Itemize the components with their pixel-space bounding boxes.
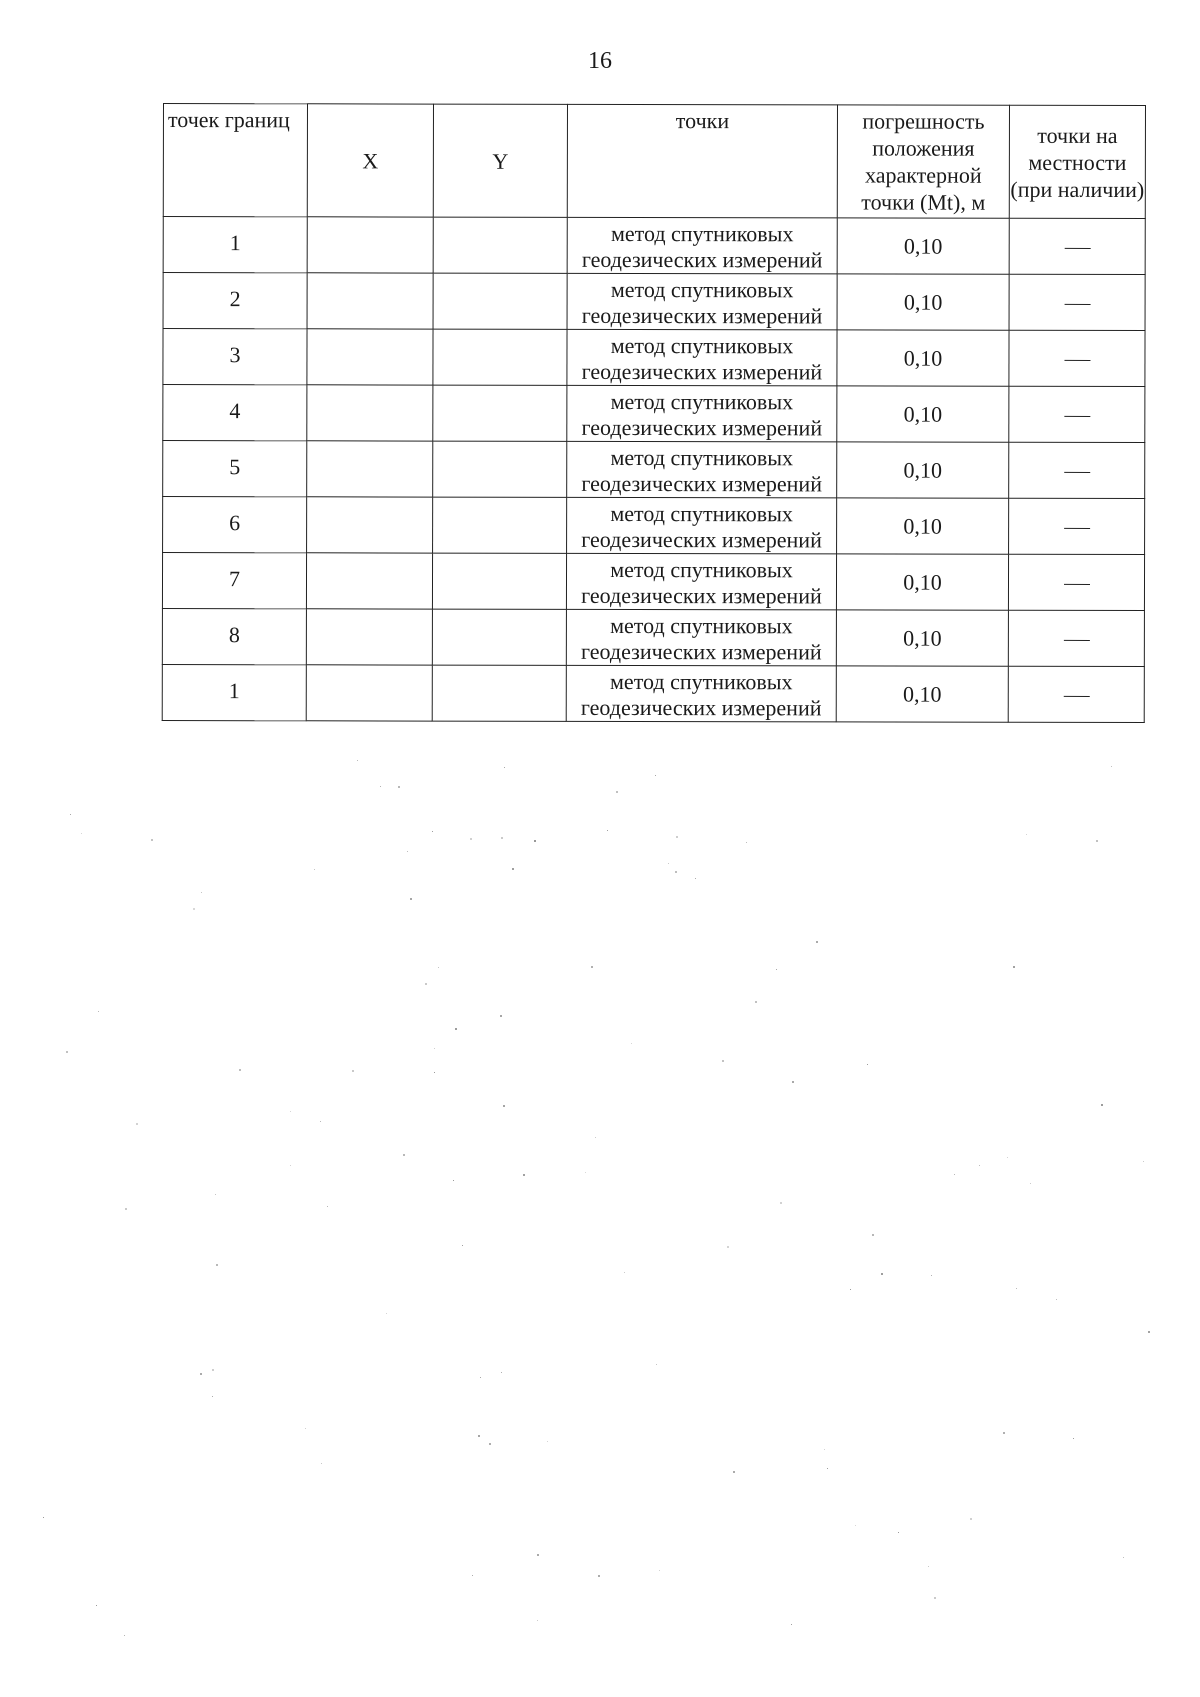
- description-cell: [1008, 554, 1144, 610]
- table-row: [163, 385, 1145, 443]
- scan-speck: [1013, 966, 1015, 968]
- point-number-cell: 3: [163, 329, 307, 385]
- scan-speck: [1016, 1288, 1017, 1289]
- scan-speck: [931, 1275, 932, 1276]
- method-line-2: геодезических измерений: [580, 694, 822, 721]
- error-cell: 0,10: [837, 442, 1009, 498]
- scan-speck: [96, 1605, 97, 1606]
- description-cell: [1008, 610, 1144, 666]
- scan-speck: [979, 1165, 980, 1166]
- scan-speck: [655, 775, 656, 776]
- scan-speck: [780, 1202, 782, 1204]
- method-cell: [566, 609, 836, 666]
- scan-speck: [453, 1180, 454, 1181]
- method-cell: [567, 497, 837, 554]
- scan-speck: [656, 1364, 657, 1365]
- scan-speck: [70, 814, 71, 815]
- method-line-1: метод спутниковых: [610, 388, 794, 415]
- method-line-2: геодезических измерений: [581, 302, 823, 329]
- scan-speck: [398, 786, 400, 788]
- scan-speck: [881, 1273, 883, 1275]
- scan-speck: [478, 1435, 480, 1437]
- scan-speck: [407, 851, 408, 852]
- scan-speck: [850, 1289, 851, 1290]
- method-line-2: геодезических измерений: [581, 582, 822, 609]
- scan-speck: [434, 1048, 435, 1049]
- scan-speck: [1096, 840, 1098, 842]
- header-method: точки: [567, 104, 837, 218]
- page-number: 16: [588, 48, 612, 74]
- scan-speck: [151, 839, 153, 841]
- method-cell: [567, 385, 837, 442]
- error-cell: 0,10: [837, 386, 1009, 442]
- error-cell: 0,10: [836, 554, 1008, 610]
- scan-speck: [239, 1069, 241, 1071]
- scan-speck: [727, 1246, 729, 1248]
- scan-speck: [595, 1137, 596, 1138]
- dash-mark: [1064, 360, 1090, 361]
- scan-speck: [512, 868, 514, 870]
- scan-speck: [1026, 834, 1027, 835]
- scan-speck: [1056, 1299, 1057, 1300]
- scan-speck: [1148, 1331, 1150, 1333]
- scan-speck: [1073, 1438, 1074, 1439]
- scan-speck: [1123, 1557, 1124, 1558]
- scan-speck: [124, 1635, 125, 1636]
- x-cell: [306, 665, 432, 721]
- description-cell: [1009, 498, 1145, 554]
- scan-speck: [434, 1072, 435, 1073]
- scan-speck: [352, 1070, 354, 1072]
- scan-speck: [970, 1518, 972, 1520]
- scan-speck: [675, 871, 677, 873]
- scan-speck: [616, 791, 618, 793]
- scan-speck: [824, 1449, 825, 1450]
- dash-mark: [1064, 528, 1090, 529]
- header-description: точки на местности (при наличии): [1009, 105, 1145, 218]
- scan-speck: [327, 1206, 328, 1207]
- scan-speck: [462, 1245, 463, 1246]
- description-cell: [1009, 218, 1145, 274]
- scan-speck: [1111, 766, 1112, 767]
- point-number-cell: 8: [162, 608, 306, 664]
- scan-speck: [523, 1174, 525, 1176]
- method-line-1: метод спутниковых: [610, 500, 793, 527]
- scan-speck: [357, 760, 358, 761]
- dash-mark: [1063, 640, 1089, 641]
- scan-speck: [305, 1428, 306, 1429]
- scan-speck: [598, 1575, 600, 1577]
- method-cell: [567, 441, 837, 498]
- point-number-cell: 5: [163, 441, 307, 497]
- scan-speck: [898, 1532, 899, 1533]
- table-container: [162, 103, 1146, 723]
- table-row: [163, 497, 1145, 555]
- y-cell: [433, 497, 567, 553]
- scan-speck: [314, 869, 315, 870]
- error-cell: 0,10: [837, 218, 1009, 274]
- point-number-cell: 4: [163, 385, 307, 441]
- scan-speck: [668, 863, 669, 864]
- scan-speck: [534, 840, 536, 842]
- table-row: [163, 329, 1145, 387]
- scan-speck: [321, 1463, 322, 1464]
- header-point-number: точек границ: [163, 104, 307, 217]
- method-cell: [566, 553, 836, 610]
- description-cell: [1009, 274, 1145, 330]
- boundary-points-table: [162, 103, 1146, 723]
- table-row: [163, 273, 1145, 331]
- scan-speck: [1003, 1432, 1005, 1434]
- table-header: [163, 104, 1145, 219]
- method-line-2: геодезических измерений: [581, 470, 823, 497]
- scan-speck: [501, 1372, 502, 1373]
- error-cell: 0,10: [837, 330, 1009, 386]
- table-row: [162, 553, 1144, 611]
- y-cell: [433, 385, 567, 441]
- method-line-1: метод спутниковых: [610, 444, 794, 471]
- y-cell: [432, 665, 566, 721]
- scan-speck: [425, 983, 427, 985]
- scan-speck: [855, 1525, 856, 1526]
- method-line-1: метод спутниковых: [610, 332, 794, 359]
- table-row: [162, 608, 1144, 666]
- x-cell: [307, 273, 433, 329]
- scan-speck: [928, 1566, 929, 1567]
- y-cell: [433, 441, 567, 497]
- error-cell: 0,10: [836, 610, 1008, 666]
- scan-speck: [585, 1172, 586, 1173]
- header-x: X: [307, 104, 433, 217]
- x-cell: [306, 609, 432, 665]
- dash-mark: [1064, 416, 1090, 417]
- method-line-1: метод спутниковых: [609, 668, 793, 695]
- point-number-cell: 2: [163, 273, 307, 329]
- y-cell: [432, 553, 566, 609]
- error-cell: 0,10: [837, 498, 1009, 554]
- scan-speck: [607, 830, 608, 831]
- scan-speck: [43, 1517, 44, 1518]
- scan-speck: [722, 1060, 724, 1062]
- scan-speck: [504, 767, 505, 768]
- description-cell: [1009, 330, 1145, 386]
- scan-speck: [320, 1121, 321, 1122]
- scan-speck: [659, 1570, 660, 1571]
- scan-speck: [386, 1313, 387, 1314]
- point-number-cell: 1: [162, 664, 306, 720]
- description-cell: [1009, 386, 1145, 442]
- scan-speck: [1101, 1104, 1103, 1106]
- header-row: [163, 104, 1145, 219]
- point-number-cell: 1: [163, 217, 307, 273]
- method-cell: [567, 273, 837, 330]
- scan-speck: [212, 1396, 213, 1397]
- scan-speck: [432, 831, 433, 832]
- scan-speck: [537, 1554, 539, 1556]
- scan-speck: [480, 1377, 481, 1378]
- scan-speck: [746, 842, 747, 843]
- scan-speck: [867, 1064, 868, 1065]
- scan-speck: [676, 836, 678, 838]
- dash-mark: [1064, 248, 1090, 249]
- method-cell: [566, 665, 836, 722]
- scan-speck: [1030, 1183, 1031, 1184]
- scan-speck: [212, 1369, 214, 1371]
- table-row: [163, 441, 1145, 499]
- description-cell: [1008, 666, 1144, 722]
- description-cell: [1009, 442, 1145, 498]
- scan-speck: [503, 1105, 505, 1107]
- method-line-2: геодезических измерений: [581, 358, 823, 385]
- scan-speck: [201, 892, 202, 893]
- table-body: [162, 217, 1145, 723]
- scan-speck: [591, 966, 593, 968]
- x-cell: [307, 497, 433, 553]
- method-line-1: метод спутниковых: [610, 612, 793, 639]
- x-cell: [307, 217, 433, 273]
- scan-speck: [755, 1001, 757, 1003]
- header-error: погрешность положения характерной точки (Mt), м: [837, 105, 1009, 218]
- scan-speck: [290, 1111, 291, 1112]
- scan-speck: [631, 1043, 632, 1044]
- y-cell: [433, 217, 567, 273]
- scan-speck: [791, 1624, 792, 1625]
- error-cell: 0,10: [836, 666, 1008, 722]
- scan-speck: [455, 1028, 457, 1030]
- y-cell: [433, 329, 567, 385]
- scan-speck: [872, 1234, 874, 1236]
- scan-speck: [136, 1123, 138, 1125]
- scan-speck: [537, 1620, 538, 1621]
- scan-speck: [954, 1174, 955, 1175]
- error-cell: 0,10: [837, 274, 1009, 330]
- scan-speck: [934, 1597, 936, 1599]
- dash-mark: [1063, 696, 1089, 697]
- scan-speck: [827, 1468, 828, 1469]
- scan-speck: [410, 898, 412, 900]
- scan-speck: [193, 908, 195, 910]
- scan-speck: [547, 1441, 548, 1442]
- scan-speck: [81, 833, 82, 834]
- scan-speck: [200, 1373, 202, 1375]
- scan-speck: [125, 1208, 127, 1210]
- method-line-2: геодезических измерений: [581, 526, 822, 553]
- method-line-2: геодезических измерений: [581, 246, 823, 273]
- header-y: Y: [433, 104, 567, 217]
- scan-speck: [1143, 1161, 1144, 1162]
- table-row: [162, 664, 1144, 722]
- scan-speck: [290, 1165, 291, 1166]
- table-row: [163, 217, 1145, 275]
- scan-speck: [500, 1015, 502, 1017]
- scan-speck: [438, 967, 439, 968]
- scan-speck: [380, 786, 381, 787]
- x-cell: [307, 329, 433, 385]
- method-line-1: метод спутниковых: [610, 556, 793, 583]
- x-cell: [307, 441, 433, 497]
- scan-speck: [98, 1011, 99, 1012]
- scan-speck: [733, 1471, 735, 1473]
- x-cell: [306, 553, 432, 609]
- scan-speck: [216, 1264, 218, 1266]
- y-cell: [433, 273, 567, 329]
- point-number-cell: 7: [162, 553, 306, 609]
- y-cell: [432, 609, 566, 665]
- scan-speck: [489, 1443, 491, 1445]
- scan-speck: [501, 837, 503, 839]
- method-line-1: метод спутниковых: [610, 220, 794, 247]
- scan-speck: [403, 1154, 405, 1156]
- method-cell: [567, 329, 837, 386]
- x-cell: [307, 385, 433, 441]
- method-line-2: геодезических измерений: [581, 638, 822, 665]
- scan-speck: [472, 1575, 473, 1576]
- point-number-cell: 6: [163, 497, 307, 553]
- scan-speck: [816, 941, 818, 943]
- scan-speck: [1007, 1157, 1008, 1158]
- dash-mark: [1063, 584, 1089, 585]
- dash-mark: [1064, 472, 1090, 473]
- scan-speck: [776, 969, 777, 970]
- scan-speck: [66, 1051, 68, 1053]
- scan-speck: [695, 878, 696, 879]
- scan-speck: [215, 1194, 216, 1195]
- method-cell: [567, 217, 837, 274]
- scan-speck: [792, 1081, 794, 1083]
- scan-speck: [624, 1272, 625, 1273]
- scan-speck: [470, 838, 472, 840]
- method-line-2: геодезических измерений: [581, 414, 823, 441]
- method-line-1: метод спутниковых: [610, 276, 794, 303]
- dash-mark: [1064, 304, 1090, 305]
